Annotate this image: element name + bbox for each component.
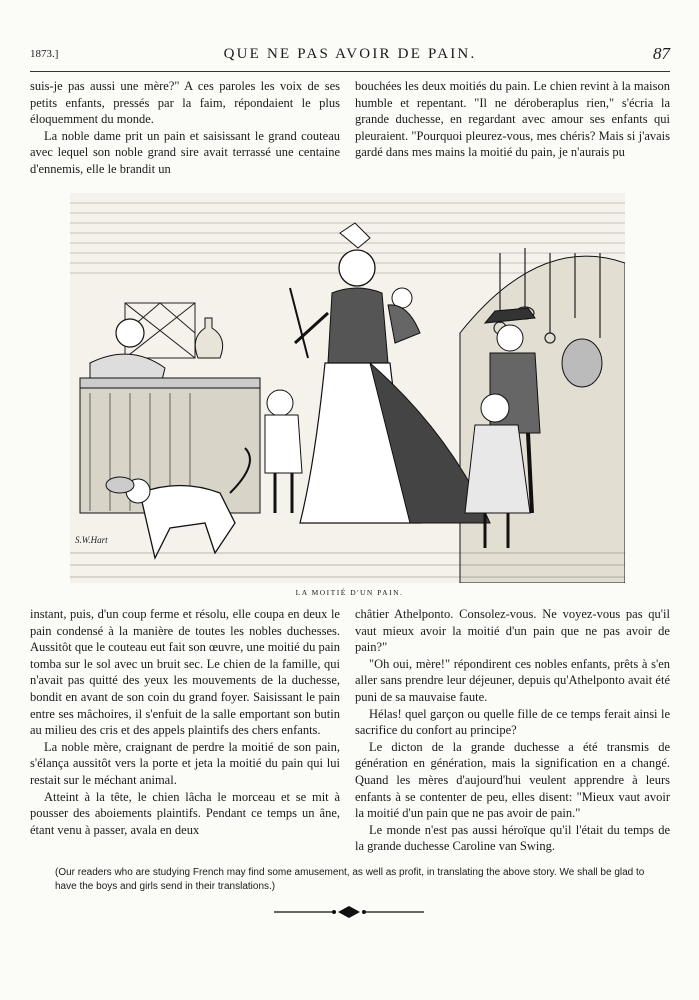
page-number: 87 — [653, 44, 670, 63]
editor-footnote: (Our readers who are studying French may find some amusement, as well as profit, in translating the above story. We shall be glad to have the boys and girls send in their translations.) — [55, 867, 645, 892]
illustration-engraving — [70, 193, 625, 583]
paragraph: bouchées les deux moitiés du pain. Le chien revint à la maison humble et repentant. "Il ne déroberaplus rien," s'écria la grande duchesse, en regardant avec amour ses enfants qui pleuraient. "Pourquoi pleurez-vous, mes chéris? Mais si j'avais gardé dans mes mains la moitié du pain, je n'aurais pu — [355, 79, 670, 160]
paragraph: instant, puis, d'un coup ferme et résolu, elle coupa en deux le pain condensé à la manière de toutes les nobles duchesses. Aussitôt que le couteau eut fait son œuvre, une moitié du pain tomba sur le sol avec un bruit sec. Le chien de la famille, qui n'avait pas quitté des yeux les mouvements de la duchesse, bondit en avant de son coin du grand foyer. Saisissant le pain entre ses mâchoires, il s'enfuit de la salle emportant son butin au milieu des cris et des appels plaintifs des chers enfants. — [30, 607, 340, 738]
paragraph: "Oh oui, mère!" répondirent ces nobles enfants, prêts à s'en aller sans prendre leur déjeuner, depuis qu'Athelponto avait été puni de sa mauvaise faute. — [355, 656, 670, 704]
running-header — [30, 46, 670, 70]
artist-signature: S.W.Hart — [75, 535, 108, 545]
header-year: 1873.] — [30, 48, 59, 60]
paragraph: La noble mère, craignant de perdre la moitié de son pain, s'élança aussitôt vers la porte et jeta la moitié du pain qui lui restait sur le méchant animal. — [30, 739, 340, 787]
column-bottom-right — [355, 606, 670, 855]
illustration-caption: LA MOITIÉ D'UN PAIN. — [295, 588, 404, 597]
illustration-drawing — [70, 193, 625, 583]
paragraph: suis-je pas aussi une mère?" A ces paroles les voix de ses petits enfants, pressés par la faim, répondaient le plus éloquemment du monde. — [30, 79, 340, 127]
column-top-left — [30, 78, 340, 178]
paragraph: La noble dame prit un pain et saisissant le grand couteau avec lequel son noble grand sire avait terrassé une centaine d'ennemis, elle le brandit un — [30, 128, 340, 176]
column-bottom-left — [30, 606, 340, 838]
paragraph: Hélas! quel garçon ou quelle fille de ce temps ferait ainsi le sacrifice du confort au principe? — [355, 706, 670, 738]
header-title: QUE NE PAS AVOIR DE PAIN. — [223, 46, 477, 62]
ornament-divider-icon — [274, 902, 424, 922]
paragraph: Atteint à la tête, le chien lâcha le morceau et se mit à pousser des aboiements plaintifs. Pendant ce temps un âne, étant venu à passer, avala en deux — [30, 789, 340, 837]
header-rule — [30, 71, 670, 72]
paragraph: Le dicton de la grande duchesse a été transmis de génération en génération, mais la signification en a changé. Quand les mères d'aujourd'hui veulent apprendre à leurs enfants à se contenter de peu, elles disent: "Mieux vaut avoir la moitié d'un pain que ne pas avoir de pain." — [355, 739, 670, 821]
paragraph: châtier Athelponto. Consolez-vous. Ne voyez-vous pas qu'il vaut mieux avoir la moitié d'un pain que ne pas avoir de pain?" — [355, 607, 670, 655]
column-top-right — [355, 78, 670, 161]
paragraph: Le monde n'est pas aussi héroïque qu'il l'était du temps de la grande duchesse Caroline van Swing. — [355, 822, 670, 854]
